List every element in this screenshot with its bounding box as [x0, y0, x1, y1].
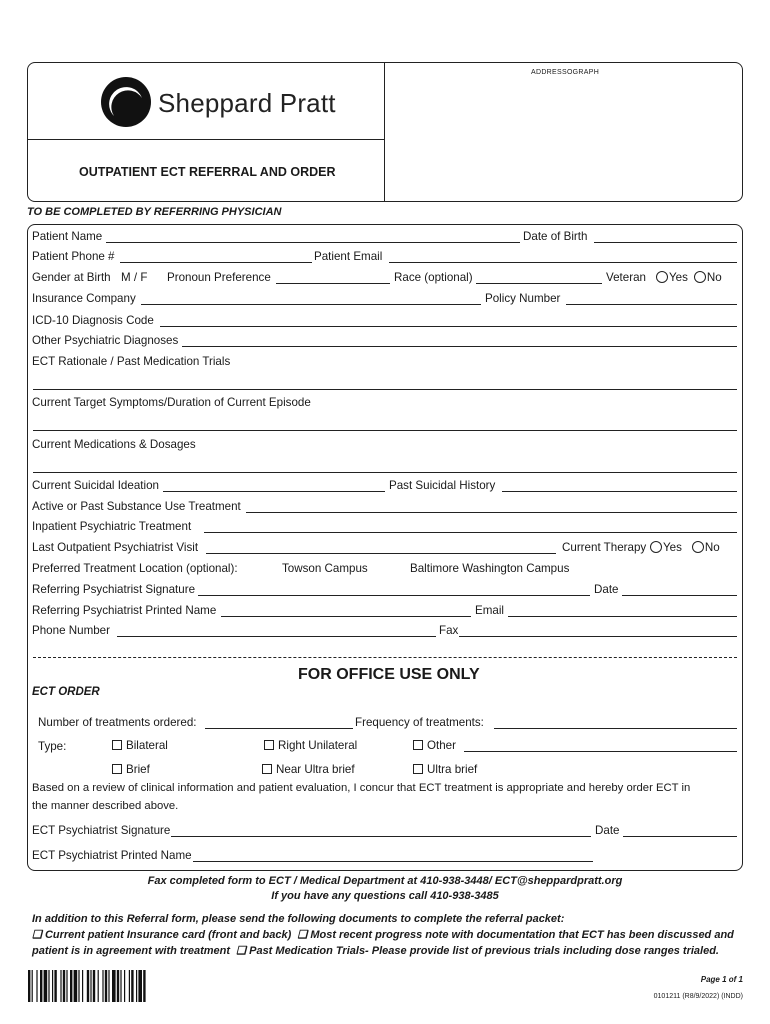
logo-text: Sheppard Pratt	[158, 88, 336, 118]
packet-items-line1	[32, 928, 734, 941]
other-option[interactable]	[413, 739, 456, 753]
veteran-no-radio[interactable]	[694, 271, 706, 283]
near-ultra-brief-checkbox[interactable]	[262, 764, 272, 774]
barcode-bar	[40, 970, 42, 1002]
insurance-field[interactable]	[141, 304, 481, 305]
other-field[interactable]	[464, 751, 737, 752]
veteran-no-label: No	[706, 271, 722, 284]
fax-instructions: Fax completed form to ECT / Medical Department at 410-938-3448/ ECT@sheppardpratt.org	[147, 875, 623, 887]
therapy-no-label: No	[704, 541, 720, 554]
barcode-bar	[32, 970, 33, 1002]
form-code: 0101211 (R8/9/2022) (INDD)	[653, 993, 743, 1000]
barcode	[28, 970, 206, 1007]
ultra-brief-checkbox[interactable]	[413, 764, 423, 774]
ect-printed-label: ECT Psychiatrist Printed Name	[32, 849, 192, 862]
bilateral-option[interactable]	[112, 739, 168, 753]
barcode-bar	[36, 970, 37, 1002]
therapy-options	[644, 541, 720, 555]
policy-label: Policy Number	[485, 292, 561, 305]
packet-instructions: In addition to this Referral form, please send the following documents to complete the referral packet:	[32, 913, 565, 925]
addressograph-label: ADDRESSOGRAPH	[531, 69, 600, 76]
medications-field[interactable]	[33, 472, 737, 473]
barcode-bar	[82, 970, 83, 1002]
gender-label: Gender at Birth	[32, 271, 111, 284]
ect-date-field[interactable]	[623, 836, 737, 837]
dob-field[interactable]	[594, 242, 737, 243]
icd10-label: ICD-10 Diagnosis Code	[32, 314, 154, 327]
header-divider-vertical	[384, 62, 385, 202]
bilateral-checkbox[interactable]	[112, 740, 122, 750]
race-field[interactable]	[476, 283, 602, 284]
veteran-options	[650, 271, 722, 285]
packet-item-2: Most recent progress note with documentation that ECT has been discussed and	[310, 929, 734, 941]
right-unilateral-label: Right Unilateral	[278, 739, 358, 752]
ultra-brief-option[interactable]	[413, 763, 477, 777]
brief-checkbox[interactable]	[112, 764, 122, 774]
form-title: OUTPATIENT ECT REFERRAL AND ORDER	[79, 165, 336, 179]
ref-signature-field[interactable]	[198, 595, 590, 596]
barcode-bar	[98, 970, 99, 1002]
last-visit-field[interactable]	[206, 553, 556, 554]
policy-field[interactable]	[566, 304, 737, 305]
ref-signature-label: Referring Psychiatrist Signature	[32, 583, 196, 596]
barcode-bar	[102, 970, 103, 1002]
towson-option[interactable]: Towson Campus	[282, 562, 368, 575]
logo-mark	[100, 76, 152, 133]
barcode-bar	[87, 970, 89, 1002]
questions-line: If you have any questions call 410-938-3485	[271, 890, 499, 902]
current-therapy-label: Current Therapy	[562, 541, 647, 554]
patient-phone-label: Patient Phone #	[32, 250, 115, 263]
suicidal-history-field[interactable]	[502, 491, 737, 492]
rationale-field[interactable]	[33, 389, 737, 390]
barcode-bar	[124, 970, 125, 1002]
patient-name-label: Patient Name	[32, 230, 103, 243]
packet-items-line2	[32, 944, 719, 957]
right-unilateral-option[interactable]	[264, 739, 357, 753]
other-checkbox[interactable]	[413, 740, 423, 750]
suicidal-ideation-label: Current Suicidal Ideation	[32, 479, 159, 492]
barcode-bar	[120, 970, 121, 1002]
barcode-bar	[54, 970, 56, 1002]
icd10-field[interactable]	[160, 326, 737, 327]
barcode-bar	[112, 970, 116, 1002]
ref-fax-field[interactable]	[459, 636, 737, 637]
veteran-label: Veteran	[606, 271, 646, 284]
medications-label: Current Medications & Dosages	[32, 438, 196, 451]
veteran-yes-radio[interactable]	[656, 271, 668, 283]
barcode-bar	[131, 970, 133, 1002]
barcode-bar	[78, 970, 79, 1002]
substance-field[interactable]	[246, 512, 737, 513]
ect-date-label: Date	[595, 824, 620, 837]
baltimore-option[interactable]: Baltimore Washington Campus	[410, 562, 570, 575]
page-number: Page 1 of 1	[700, 975, 743, 984]
inpatient-field[interactable]	[204, 532, 737, 533]
ref-phone-field[interactable]	[117, 636, 436, 637]
barcode-bar	[138, 970, 142, 1002]
location-label: Preferred Treatment Location (optional):	[32, 562, 238, 575]
brief-option[interactable]	[112, 763, 150, 777]
veteran-yes-label: Yes	[669, 271, 688, 284]
barcode-bar	[90, 970, 91, 1002]
barcode-bar	[74, 970, 78, 1002]
substance-label: Active or Past Substance Use Treatment	[32, 500, 241, 513]
frequency-label: Frequency of treatments:	[355, 716, 484, 729]
barcode-bar	[105, 970, 107, 1002]
barcode-bar	[63, 970, 65, 1002]
therapy-yes-label: Yes	[663, 541, 682, 554]
ect-order-title: ECT ORDER	[32, 686, 100, 698]
barcode-bar	[136, 970, 137, 1002]
patient-email-label: Patient Email	[314, 250, 383, 263]
ect-printed-field[interactable]	[193, 861, 593, 862]
therapy-no-radio[interactable]	[692, 541, 704, 553]
patient-name-field[interactable]	[106, 242, 520, 243]
barcode-bar	[44, 970, 48, 1002]
right-unilateral-checkbox[interactable]	[264, 740, 274, 750]
ref-phone-label: Phone Number	[32, 624, 110, 637]
other-label: Other	[427, 739, 456, 752]
ect-signature-label: ECT Psychiatrist Signature	[32, 824, 171, 837]
num-treatments-field[interactable]	[205, 728, 353, 729]
office-separator	[33, 657, 737, 658]
symptoms-label: Current Target Symptoms/Duration of Current Episode	[32, 396, 311, 409]
barcode-bar	[117, 970, 119, 1002]
insurance-label: Insurance Company	[32, 292, 136, 305]
type-label: Type:	[38, 740, 67, 753]
brief-label: Brief	[126, 763, 150, 776]
barcode-bar	[108, 970, 109, 1002]
race-label: Race (optional)	[394, 271, 473, 284]
gender-options[interactable]: M / F	[121, 271, 148, 284]
patient-email-field[interactable]	[389, 262, 737, 263]
ref-date-field[interactable]	[622, 595, 737, 596]
checkbox-icon: ❑	[32, 929, 42, 941]
near-ultra-brief-option[interactable]	[262, 763, 355, 777]
num-treatments-label: Number of treatments ordered:	[38, 716, 197, 729]
barcode-bar	[70, 970, 72, 1002]
barcode-bar	[93, 970, 95, 1002]
barcode-bar	[48, 970, 49, 1002]
barcode-bar	[28, 970, 30, 1002]
barcode-bar	[60, 970, 61, 1002]
packet-item-1: Current patient Insurance card (front and back)	[44, 929, 292, 941]
barcode-bar	[52, 970, 53, 1002]
packet-item-2b: patient is in agreement with treatment	[32, 945, 231, 957]
rationale-label: ECT Rationale / Past Medication Trials	[32, 355, 231, 368]
ref-email-label: Email	[475, 604, 504, 617]
pronoun-field[interactable]	[276, 283, 390, 284]
near-ultra-brief-label: Near Ultra brief	[276, 763, 355, 776]
ref-printed-label: Referring Psychiatrist Printed Name	[32, 604, 217, 617]
header-divider-horizontal	[27, 139, 384, 140]
barcode-bar	[129, 970, 130, 1002]
packet-item-3: Past Medication Trials- Please provide list of previous trials including dose ranges trialed.	[249, 945, 719, 957]
inpatient-label: Inpatient Psychiatric Treatment	[32, 520, 192, 533]
office-title: FOR OFFICE USE ONLY	[298, 666, 480, 683]
statement-line-2: the manner described above.	[32, 800, 179, 812]
ref-fax-label: Fax	[439, 624, 459, 637]
barcode-bar	[143, 970, 145, 1002]
section-title: TO BE COMPLETED BY REFERRING PHYSICIAN	[27, 206, 282, 218]
frequency-field[interactable]	[494, 728, 737, 729]
patient-phone-field[interactable]	[120, 262, 312, 263]
suicidal-ideation-field[interactable]	[163, 491, 385, 492]
ultra-brief-label: Ultra brief	[427, 763, 478, 776]
last-visit-label: Last Outpatient Psychiatrist Visit	[32, 541, 199, 554]
other-dx-field[interactable]	[182, 346, 737, 347]
bilateral-label: Bilateral	[126, 739, 168, 752]
ect-signature-field[interactable]	[171, 836, 591, 837]
pronoun-label: Pronoun Preference	[167, 271, 271, 284]
statement-line-1: Based on a review of clinical information and patient evaluation, I concur that ECT treatment is appropriate and hereby order ECT in	[32, 782, 691, 794]
suicidal-history-label: Past Suicidal History	[389, 479, 496, 492]
ref-printed-field[interactable]	[221, 616, 471, 617]
checkbox-icon: ❑	[297, 929, 308, 941]
checkbox-icon: ❑	[236, 945, 247, 957]
ref-date-label: Date	[594, 583, 619, 596]
other-dx-label: Other Psychiatric Diagnoses	[32, 334, 179, 347]
ref-email-field[interactable]	[508, 616, 737, 617]
therapy-yes-radio[interactable]	[650, 541, 662, 553]
barcode-bar	[66, 970, 67, 1002]
symptoms-field[interactable]	[33, 430, 737, 431]
dob-label: Date of Birth	[523, 230, 588, 243]
